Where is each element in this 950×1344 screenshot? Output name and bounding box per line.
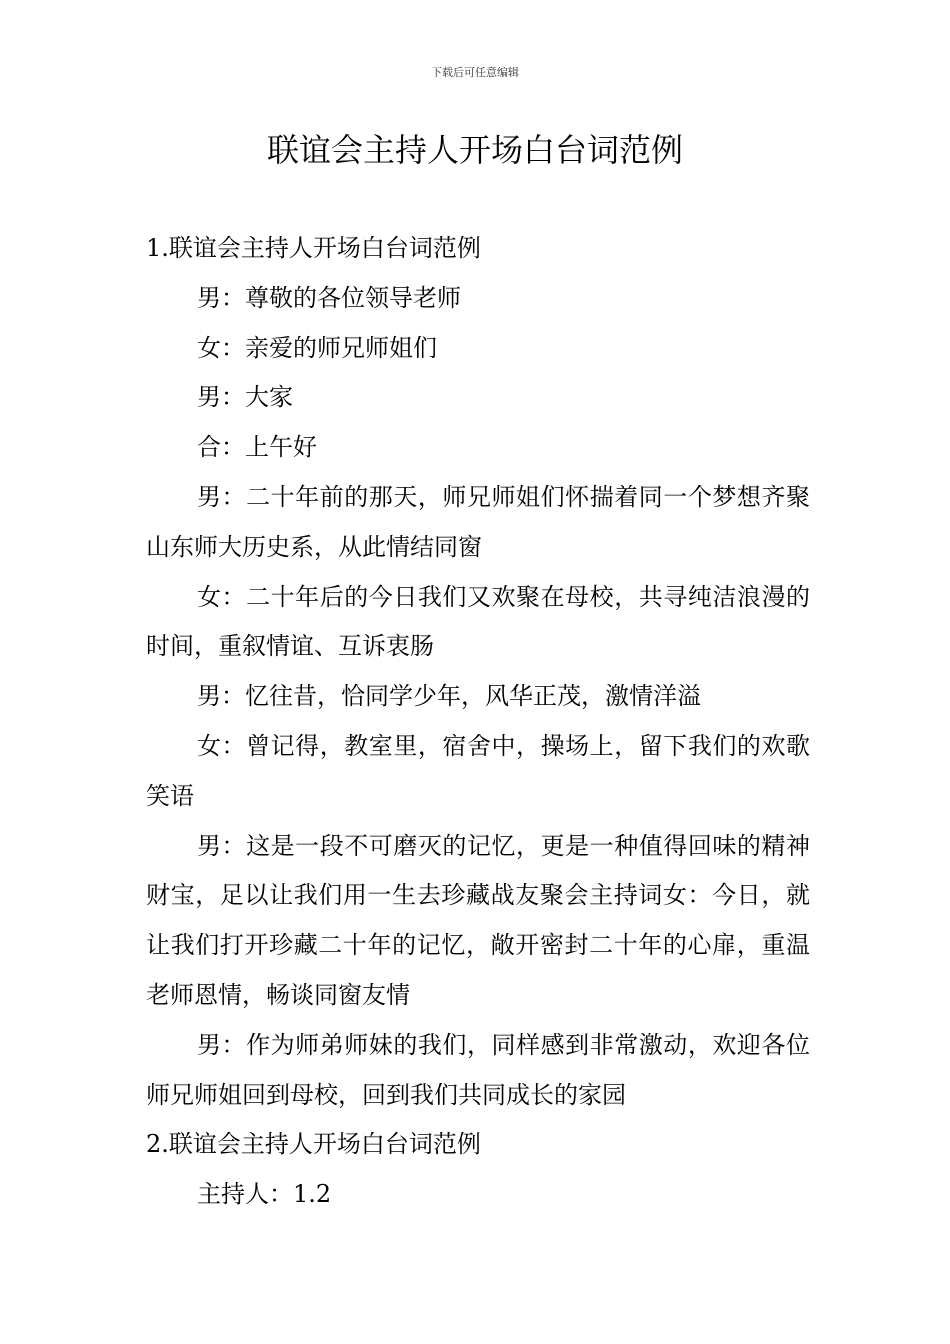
document-body xyxy=(146,224,810,1220)
paragraph: 男：尊敬的各位领导老师 xyxy=(197,283,461,312)
paragraph: 男：忆往昔，恰同学少年，风华正茂，激情洋溢 xyxy=(197,682,701,711)
paragraph: 合：上午好 xyxy=(197,433,317,462)
paragraph: 男：这是一段不可磨灭的记忆，更是一种值得回味的精神财宝，足以让我们用一生去珍藏战友聚会主持词女：今日，就让我们打开珍藏二十年的记忆，敞开密封二十年的心扉，重温老师恩情，畅谈同窗友情 xyxy=(146,831,810,1009)
paragraph: 男：二十年前的那天，师兄师姐们怀揣着同一个梦想齐聚山东师大历史系，从此情结同窗 xyxy=(146,482,810,561)
paragraph: 女：亲爱的师兄师姐们 xyxy=(197,333,437,362)
paragraph: 主持人：1.2 xyxy=(197,1180,332,1209)
header-note: 下载后可任意编辑 xyxy=(431,66,519,79)
paragraph: 男：大家 xyxy=(197,383,293,412)
paragraph: 男：作为师弟师妹的我们，同样感到非常激动，欢迎各位师兄师姐回到母校，回到我们共同成长的家园 xyxy=(146,1030,810,1109)
paragraph: 2.联谊会主持人开场白台词范例 xyxy=(146,1130,481,1159)
paragraph: 1.联谊会主持人开场白台词范例 xyxy=(146,234,481,262)
paragraph: 女：二十年后的今日我们又欢聚在母校，共寻纯洁浪漫的时间，重叙情谊、互诉衷肠 xyxy=(146,582,810,661)
paragraph: 女：曾记得，教室里，宿舍中，操场上，留下我们的欢歌笑语 xyxy=(146,731,810,810)
document-title: 联谊会主持人开场白台词范例 xyxy=(266,131,683,169)
